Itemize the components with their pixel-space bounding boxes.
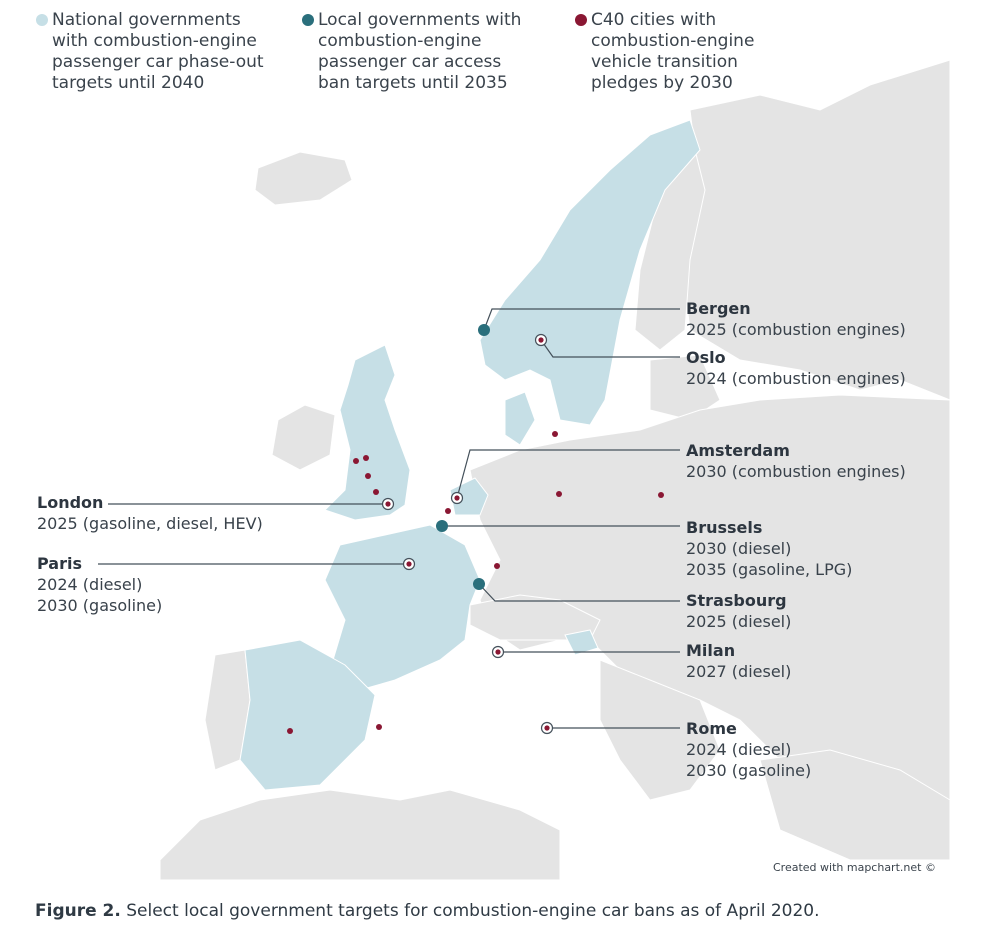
bergen-dot	[478, 324, 490, 336]
brussels-dot	[436, 520, 448, 532]
city-target: 2025 (gasoline, diesel, HEV)	[37, 514, 263, 533]
city-target: 2030 (gasoline)	[686, 761, 812, 780]
c40-dot	[363, 455, 369, 461]
iceland	[255, 152, 352, 205]
label-paris	[37, 553, 162, 616]
legend-local-text: Local governments with combustion-engine passenger car access ban targets until 2035	[318, 10, 522, 93]
caption-text: Select local government targets for combustion-engine car bans as of April 2020.	[120, 901, 820, 921]
city-target: 2030 (combustion engines)	[686, 462, 906, 481]
legend-national-swatch	[36, 14, 48, 26]
label-bergen	[686, 298, 906, 340]
amsterdam-marker	[452, 493, 463, 504]
city-target: 2024 (diesel)	[37, 575, 143, 594]
city-target: 2024 (combustion engines)	[686, 369, 906, 388]
figure-caption	[35, 901, 820, 921]
legend-c40-text: C40 cities with combustion-engine vehicle transition pledges by 2030	[591, 10, 755, 93]
map-credit: Created with mapchart.net ©	[773, 861, 936, 874]
label-milan	[686, 640, 791, 682]
city-target: 2030 (diesel)	[686, 539, 792, 558]
city-name: Amsterdam	[686, 441, 790, 460]
city-name: Rome	[686, 719, 737, 738]
label-brussels	[686, 517, 852, 580]
city-target: 2024 (diesel)	[686, 740, 792, 759]
c40-dot	[556, 491, 562, 497]
c40-dot	[552, 431, 558, 437]
united-kingdom	[325, 345, 410, 520]
france	[325, 525, 480, 690]
label-rome	[686, 718, 811, 781]
c40-dot	[287, 728, 293, 734]
rome-marker	[542, 723, 553, 734]
city-name: Bergen	[686, 299, 751, 318]
london-marker	[383, 499, 394, 510]
city-name: Milan	[686, 641, 736, 660]
legend-local-swatch	[302, 14, 314, 26]
c40-dot	[365, 473, 371, 479]
c40-dot	[376, 724, 382, 730]
city-name: Strasbourg	[686, 591, 787, 610]
c40-dot	[373, 489, 379, 495]
city-name: Paris	[37, 554, 82, 573]
c40-dot	[658, 492, 664, 498]
strasbourg-dot	[473, 578, 485, 590]
c40-dot	[494, 563, 500, 569]
label-london	[37, 492, 263, 534]
city-name: Oslo	[686, 348, 726, 367]
north-africa	[160, 790, 560, 880]
c40-dot	[353, 458, 359, 464]
city-target: 2035 (gasoline, LPG)	[686, 560, 853, 579]
paris-marker	[404, 559, 415, 570]
denmark	[505, 392, 535, 445]
city-target: 2025 (combustion engines)	[686, 320, 906, 339]
ireland	[272, 405, 335, 470]
label-strasbourg	[686, 590, 791, 632]
city-name: Brussels	[686, 518, 763, 537]
city-name: London	[37, 493, 104, 512]
legend-national-text: National governments with combustion-engine passenger car phase-out targets until 2040	[52, 10, 264, 93]
city-target: 2030 (gasoline)	[37, 596, 163, 615]
city-target: 2027 (diesel)	[686, 662, 792, 681]
oslo-marker	[536, 335, 547, 346]
milan-marker	[493, 647, 504, 658]
caption-label: Figure 2.	[35, 901, 121, 921]
label-amsterdam	[686, 440, 906, 482]
label-oslo	[686, 347, 906, 389]
city-target: 2025 (diesel)	[686, 612, 792, 631]
legend-c40-swatch	[575, 14, 587, 26]
c40-dot	[445, 508, 451, 514]
